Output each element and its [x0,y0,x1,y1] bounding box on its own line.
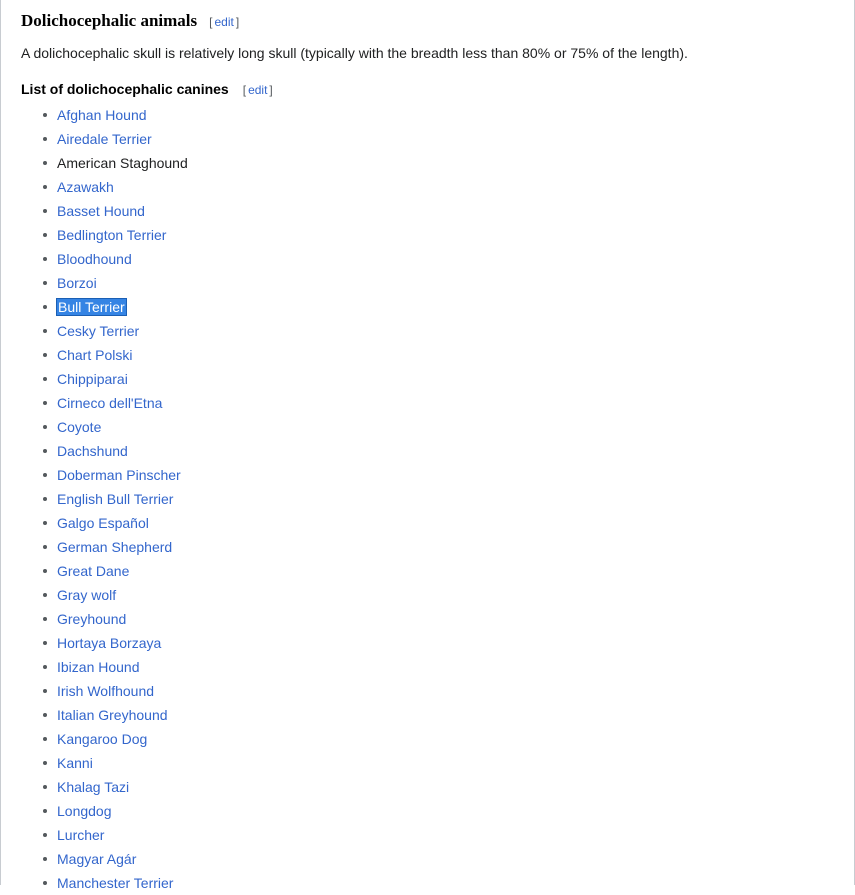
edit-bracket-close: ] [235,15,240,29]
subsection-edit-link[interactable]: edit [248,82,268,97]
list-item [43,559,834,583]
list-item [43,391,834,415]
edit-bracket-open: [ [242,82,247,97]
breed-link[interactable]: Longdog [57,802,112,819]
list-item [43,823,834,847]
list-item [43,319,834,343]
breed-link[interactable]: Borzoi [57,274,97,291]
list-item [43,799,834,823]
breed-link[interactable]: Italian Greyhound [57,706,168,723]
breed-link[interactable]: Kangaroo Dog [57,730,148,747]
canine-breed-list [21,103,834,895]
list-item [43,775,834,799]
section-edit-link-wrapper [209,15,239,30]
list-item [43,871,834,895]
subsection-title [21,81,834,97]
breed-link[interactable]: Bull Terrier [58,298,125,315]
list-item [43,367,834,391]
list-item [43,439,834,463]
list-item [43,535,834,559]
subsection-edit-link-wrapper [243,83,273,97]
breed-link[interactable]: Irish Wolfhound [57,682,155,699]
list-item [43,703,834,727]
breed-link[interactable]: German Shepherd [57,538,173,555]
breed-label: American Staghound [57,154,188,171]
page-title [21,10,834,31]
breed-link[interactable]: Greyhound [57,610,127,627]
breed-link[interactable]: Ibizan Hound [57,658,140,675]
breed-link[interactable]: Great Dane [57,562,130,579]
list-item [43,727,834,751]
breed-link[interactable]: Dachshund [57,442,128,459]
list-item [43,751,834,775]
edit-bracket-open: [ [209,15,213,29]
list-item [43,343,834,367]
breed-link[interactable]: Coyote [57,418,102,435]
breed-link[interactable]: Bedlington Terrier [57,226,167,243]
list-item [43,223,834,247]
breed-link[interactable]: Basset Hound [57,202,145,219]
list-item [43,103,834,127]
edit-bracket-close: ] [269,82,273,97]
breed-link[interactable]: Doberman Pinscher [57,466,181,483]
breed-link[interactable]: Afghan Hound [57,106,147,123]
list-item [43,655,834,679]
breed-link[interactable]: Manchester Terrier [57,874,174,891]
list-item [43,487,834,511]
list-item [43,271,834,295]
breed-link[interactable]: Bloodhound [57,250,132,267]
list-item [43,631,834,655]
breed-link[interactable]: Lurcher [57,826,105,843]
breed-link[interactable]: Galgo Español [57,514,149,531]
list-item [43,511,834,535]
section-edit-link[interactable]: edit [214,15,234,29]
breed-link[interactable]: Gray wolf [57,586,117,603]
section-title-text: Dolichocephalic animals [21,11,198,30]
breed-link[interactable]: Chippiparai [57,370,128,387]
breed-link[interactable]: Azawakh [57,178,114,195]
list-item [43,247,834,271]
list-item [43,583,834,607]
list-item [43,463,834,487]
breed-link[interactable]: Chart Polski [57,346,133,363]
breed-link[interactable]: Airedale Terrier [57,130,152,147]
breed-link[interactable]: Khalag Tazi [57,778,130,795]
list-item [43,199,834,223]
breed-link[interactable]: Hortaya Borzaya [57,634,162,651]
list-item [43,295,834,319]
breed-link[interactable]: English Bull Terrier [57,490,174,507]
breed-link[interactable]: Cirneco dell'Etna [57,394,163,411]
list-item [43,127,834,151]
list-item [43,151,834,175]
breed-link[interactable]: Cesky Terrier [57,322,140,339]
list-item [43,607,834,631]
lead-paragraph: A dolichocephalic skull is relatively long skull (typically with the breadth less than 80% or 75% of the length). [21,45,688,62]
article-content [1,0,854,895]
breed-link[interactable]: Magyar Agár [57,850,137,867]
subsection-title-text: List of dolichocephalic canines [21,80,229,97]
list-item [43,175,834,199]
list-item [43,847,834,871]
list-item [43,415,834,439]
breed-link[interactable]: Kanni [57,754,93,771]
list-item [43,679,834,703]
